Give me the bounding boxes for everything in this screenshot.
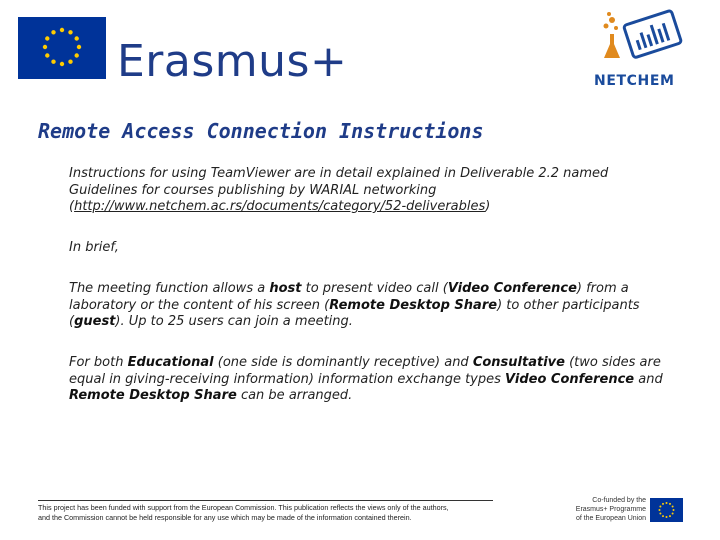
p3-text-5: ). Up to 25 users can join a meeting. [115, 314, 353, 329]
cofund-label [566, 496, 646, 523]
term-video-conference: Video Conference [447, 281, 577, 296]
term-guest: guest [74, 314, 116, 329]
paragraph-meeting-function [69, 281, 694, 331]
p3-text-4: ) to other participants ( [69, 297, 640, 329]
deliverables-link[interactable]: http://www.netchem.ac.rs/documents/category/52-deliverables [74, 199, 486, 214]
paragraph-exchange-types [69, 355, 694, 405]
p4-text-1: For both [69, 355, 128, 370]
p4-text-2: (one side is dominantly receptive) and [213, 355, 473, 370]
disclaimer-line2: and the Commission cannot be held responsible for any use which may be made of the information contained therein. [38, 513, 412, 522]
erasmus-plus-wordmark: Erasmus+ [117, 36, 348, 87]
eu-flag-icon [18, 17, 106, 79]
footer-disclaimer [38, 503, 508, 523]
cofund-line2: Erasmus+ Programme [575, 506, 646, 513]
cofund-line1: Co-funded by the [592, 497, 646, 504]
paragraph1-line2: Guidelines for courses publishing by WARIAL networking [69, 182, 437, 198]
paragraph1-line1: Instructions for using TeamViewer are in detail explained in Deliverable 2.2 named [69, 166, 609, 181]
p4-text-4: and [634, 371, 663, 387]
term-remote-desktop-share-2: Remote Desktop Share [69, 388, 237, 403]
paragraph-in-brief: In brief, [69, 240, 119, 255]
footer-divider [38, 500, 493, 501]
term-remote-desktop-share: Remote Desktop Share [329, 297, 498, 313]
p3-text-1: The meeting function allows a [69, 281, 270, 296]
p4-text-5: can be arranged. [236, 388, 353, 403]
term-educational: Educational [127, 355, 214, 370]
term-host: host [269, 281, 302, 296]
disclaimer-line1: This project has been funded with support from the European Commission. This publication reflects the views only of the authors, [38, 503, 449, 512]
paragraph1-open: ( [69, 199, 75, 214]
term-video-conference-2: Video Conference [505, 371, 635, 387]
paragraph-teamviewer [69, 166, 694, 216]
p3-text-3: ) from a laboratory or the content of his screen ( [69, 281, 629, 313]
eu-flag-small-icon [650, 498, 683, 522]
paragraph1-close: ) [485, 199, 491, 214]
p4-text-3: (two sides are equal in giving-receiving information) information exchange types [69, 355, 661, 387]
cofund-line3: of the European Union [575, 515, 646, 522]
term-consultative: Consultative [472, 355, 565, 370]
p3-text-2: to present video call ( [301, 281, 448, 296]
netchem-wordmark: NETCHEM [594, 73, 675, 89]
slide-title: Remote Access Connection Instructions [38, 119, 484, 143]
